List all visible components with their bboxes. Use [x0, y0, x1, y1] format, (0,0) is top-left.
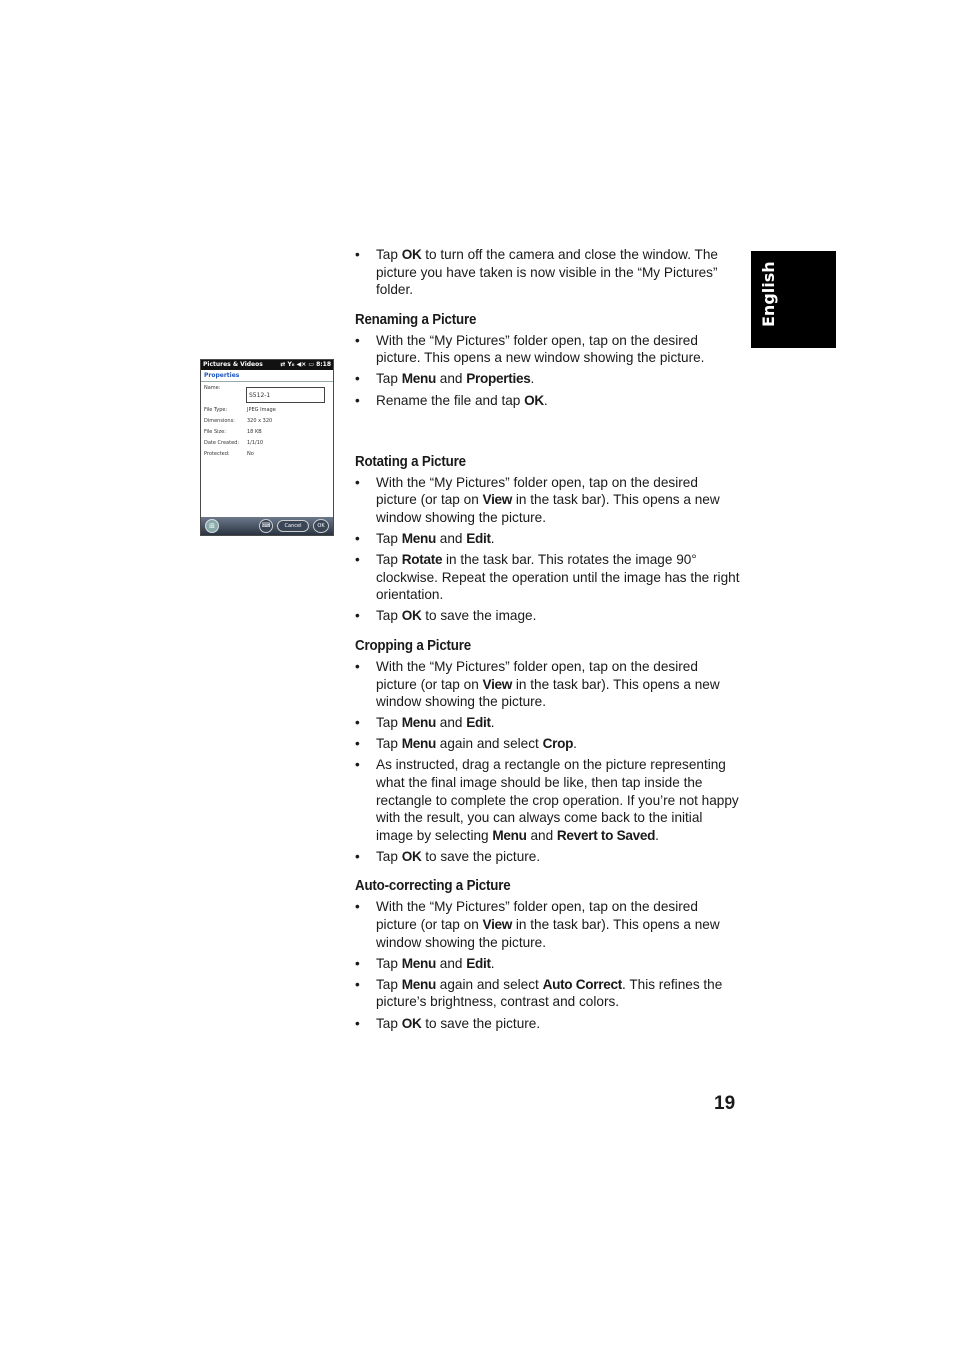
- property-row: [201, 448, 333, 459]
- page-number: 19: [714, 1093, 736, 1114]
- list-item: • Tap Menu and Edit.: [355, 530, 740, 548]
- property-label: File Type:: [204, 407, 228, 413]
- main-text-column: [355, 246, 740, 1036]
- ok-button[interactable]: OK: [313, 519, 329, 533]
- section-heading-autocorrect: Auto-correcting a Picture: [355, 878, 511, 895]
- property-value: 320 x 320: [247, 418, 273, 424]
- list-item: • With the “My Pictures” folder open, tap on the desired picture. This opens a new window showing the picture.: [355, 332, 740, 367]
- rotating-list: [355, 474, 740, 625]
- property-label: File Size:: [204, 429, 226, 435]
- property-row: [201, 404, 333, 415]
- list-item: • With the “My Pictures” folder open, tap on the desired picture (or tap on View in the task bar). This opens a new window showing the picture.: [355, 474, 740, 527]
- language-tab-label: English: [759, 261, 778, 327]
- language-tab: [751, 251, 836, 348]
- list-item: • Tap OK to save the image.: [355, 607, 740, 625]
- section-heading-renaming: Renaming a Picture: [355, 311, 477, 328]
- properties-heading: Properties: [201, 370, 333, 382]
- intro-list: [355, 246, 740, 299]
- property-value: No: [247, 451, 254, 457]
- property-label: Date Created:: [204, 440, 240, 446]
- property-value: JPEG Image: [247, 407, 276, 413]
- name-row: [201, 382, 333, 404]
- property-row: [201, 437, 333, 448]
- list-item: • Tap Menu and Properties.: [355, 370, 740, 388]
- name-label: Name:: [204, 385, 221, 391]
- renaming-list: [355, 332, 740, 409]
- property-label: Protected:: [204, 451, 230, 457]
- property-value: 18 KB: [247, 429, 262, 435]
- list-item: • Tap Rotate in the task bar. This rotates the image 90° clockwise. Repeat the operation until the image has the right orientation.: [355, 551, 740, 604]
- keyboard-icon[interactable]: ⌨: [259, 519, 273, 533]
- property-row: [201, 415, 333, 426]
- list-item: • Rename the file and tap OK.: [355, 392, 740, 410]
- list-item: • Tap OK to save the picture.: [355, 1015, 740, 1033]
- property-value: 1/1/10: [247, 440, 264, 446]
- list-item: • Tap OK to turn off the camera and close the window. The picture you have taken is now visible in the “My Pictures” folder.: [355, 246, 740, 299]
- section-heading-cropping: Cropping a Picture: [355, 637, 472, 654]
- list-item: • Tap OK to save the picture.: [355, 848, 740, 866]
- autocorrect-list: [355, 898, 740, 1032]
- app-title-bar: [201, 360, 333, 370]
- cropping-list: [355, 658, 740, 866]
- list-item: • Tap Menu and Edit.: [355, 955, 740, 973]
- windows-start-icon[interactable]: ⊞: [205, 519, 219, 533]
- list-item: • With the “My Pictures” folder open, tap on the desired picture (or tap on View in the task bar). This opens a new window showing the picture.: [355, 898, 740, 951]
- list-item: • As instructed, drag a rectangle on the picture representing what the final image should be like, then tap inside the rectangle to complete the crop operation. If you’re not happy with the result, you can always come back to the initial image by selecting Menu and Revert to Saved.: [355, 756, 740, 844]
- section-heading-rotating: Rotating a Picture: [355, 453, 466, 470]
- name-input[interactable]: S512-1: [246, 387, 325, 403]
- list-item: • Tap Menu and Edit.: [355, 714, 740, 732]
- app-title: Pictures & Videos: [203, 361, 263, 368]
- list-item: • Tap Menu again and select Auto Correct. This refines the picture’s brightness, contrast and colors.: [355, 976, 740, 1011]
- list-item: • With the “My Pictures” folder open, tap on the desired picture (or tap on View in the task bar). This opens a new window showing the picture.: [355, 658, 740, 711]
- status-icons: ⇄ Yᵢᵢ ◀× ▭ 8:18: [280, 361, 331, 368]
- cancel-button[interactable]: Cancel: [277, 520, 309, 532]
- property-label: Dimensions:: [204, 418, 235, 424]
- property-row: [201, 426, 333, 437]
- list-item: • Tap Menu again and select Crop.: [355, 735, 740, 753]
- device-screenshot: [200, 359, 334, 536]
- soft-key-bar: [201, 517, 333, 535]
